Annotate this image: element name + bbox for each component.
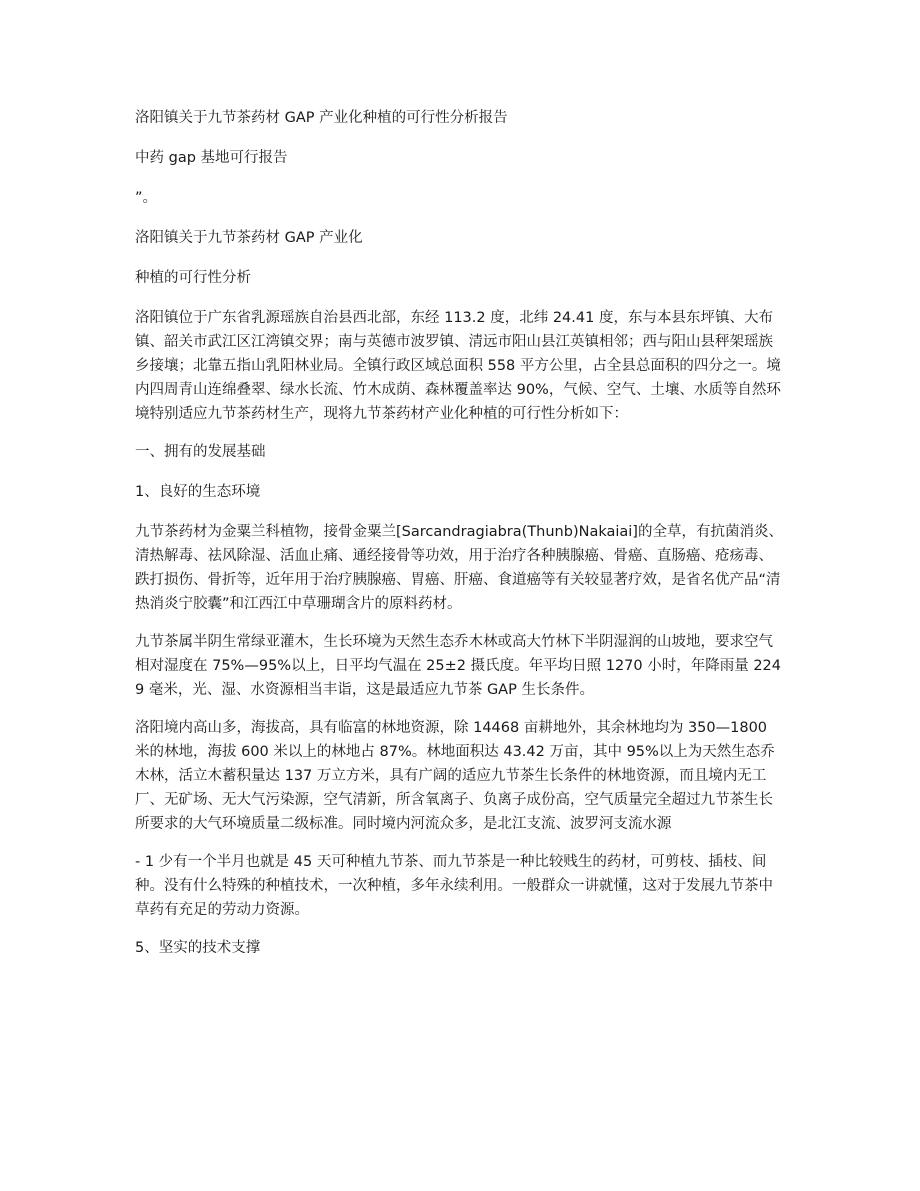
paragraph-2: 九节茶属半阴生常绿亚灌木，生长环境为天然生态乔木林或高大竹林下半阴湿润的山坡地，要求空气相对湿度在 75%—95%以上，日平均气温在 25±2 摄氏度。年平均日照 1270 小时，年降雨量 2249 毫米，光、湿、水资源相当丰诣，这是最适应九节茶 GAP 生长条件。 xyxy=(135,634,782,698)
document-page xyxy=(135,106,785,976)
paragraph-4: - 1 少有一个半月也就是 45 天可种植九节茶、而九节茶是一种比较贱生的药材，可剪枝、插枝、间种。没有什么特殊的种植技术，一次种植，多年永续利用。一般群众一讲就懂，这对于发展九节茶中草药有充足的劳动力资源。 xyxy=(135,854,773,918)
subsection-5-title: 5、坚实的技术支撑 xyxy=(135,940,261,956)
intro-paragraph: 洛阳镇位于广东省乳源瑶族自治县西北部，东经 113.2 度，北纬 24.41 度，东与本县东坪镇、大布镇、韶关市武江区江湾镇交界；南与英德市波罗镇、清远市阳山县江英镇相邻；西与阳山县秤架瑶族乡接壤；北靠五指山乳阳林业局。全镇行政区域总面积 558 平方公里，占全县总面积的四分之一。境内四周青山连绵叠翠、绿水长流、竹木成荫、森林覆盖率达 90%，气候、空气、土壤、水质等自然环境特别适应九节茶药材生产，现将九节茶药材产业化种植的可行性分析如下： xyxy=(135,310,781,422)
document-title: 洛阳镇关于九节茶药材 GAP 产业化种植的可行性分析报告 xyxy=(135,110,508,126)
document-subtitle: 中药 gap 基地可行报告 xyxy=(135,150,288,166)
subsection-1-title: 1、良好的生态环境 xyxy=(135,484,261,500)
paragraph-3: 洛阳境内高山多，海拔高，具有临富的林地资源，除 14468 亩耕地外，其余林地均为 350—1800 米的林地，海拔 600 米以上的林地占 87%。林地面积达 43.42 万亩，其中 95%以上为天然生态乔木林，活立木蓄积量达 137 万立方米，具有广阔的适应九节茶生长条件的林地资源，而且境内无工厂、无矿场、无大气污染源，空气清新，所含氧离子、负离子成份高，空气质量完全超过九节茶生长所要求的大气环境质量二级标准。同时境内河流众多，是北江支流、波罗河支流水源 xyxy=(135,720,775,832)
stray-mark: ”。 xyxy=(135,190,158,206)
section-1-title: 一、拥有的发展基础 xyxy=(135,444,266,460)
paragraph-1: 九节茶药材为金粟兰科植物，接骨金粟兰[Sarcandragiabra(Thunb)Nakaiai]的全草，有抗菌消炎、清热解毒、祛风除湿、活血止痛、通经接骨等功效，用于治疗各种胰腺癌、骨癌、直肠癌、疮疡毒、跌打损伤、骨折等，近年用于治疗胰腺癌、胃癌、肝癌、食道癌等有关较显著疗效，是省名优产品“清热消炎宁胶囊”和江西江中草珊瑚含片的原料药材。 xyxy=(135,524,783,612)
heading-line-2: 种植的可行性分析 xyxy=(135,270,251,286)
heading-line-1: 洛阳镇关于九节茶药材 GAP 产业化 xyxy=(135,230,363,246)
